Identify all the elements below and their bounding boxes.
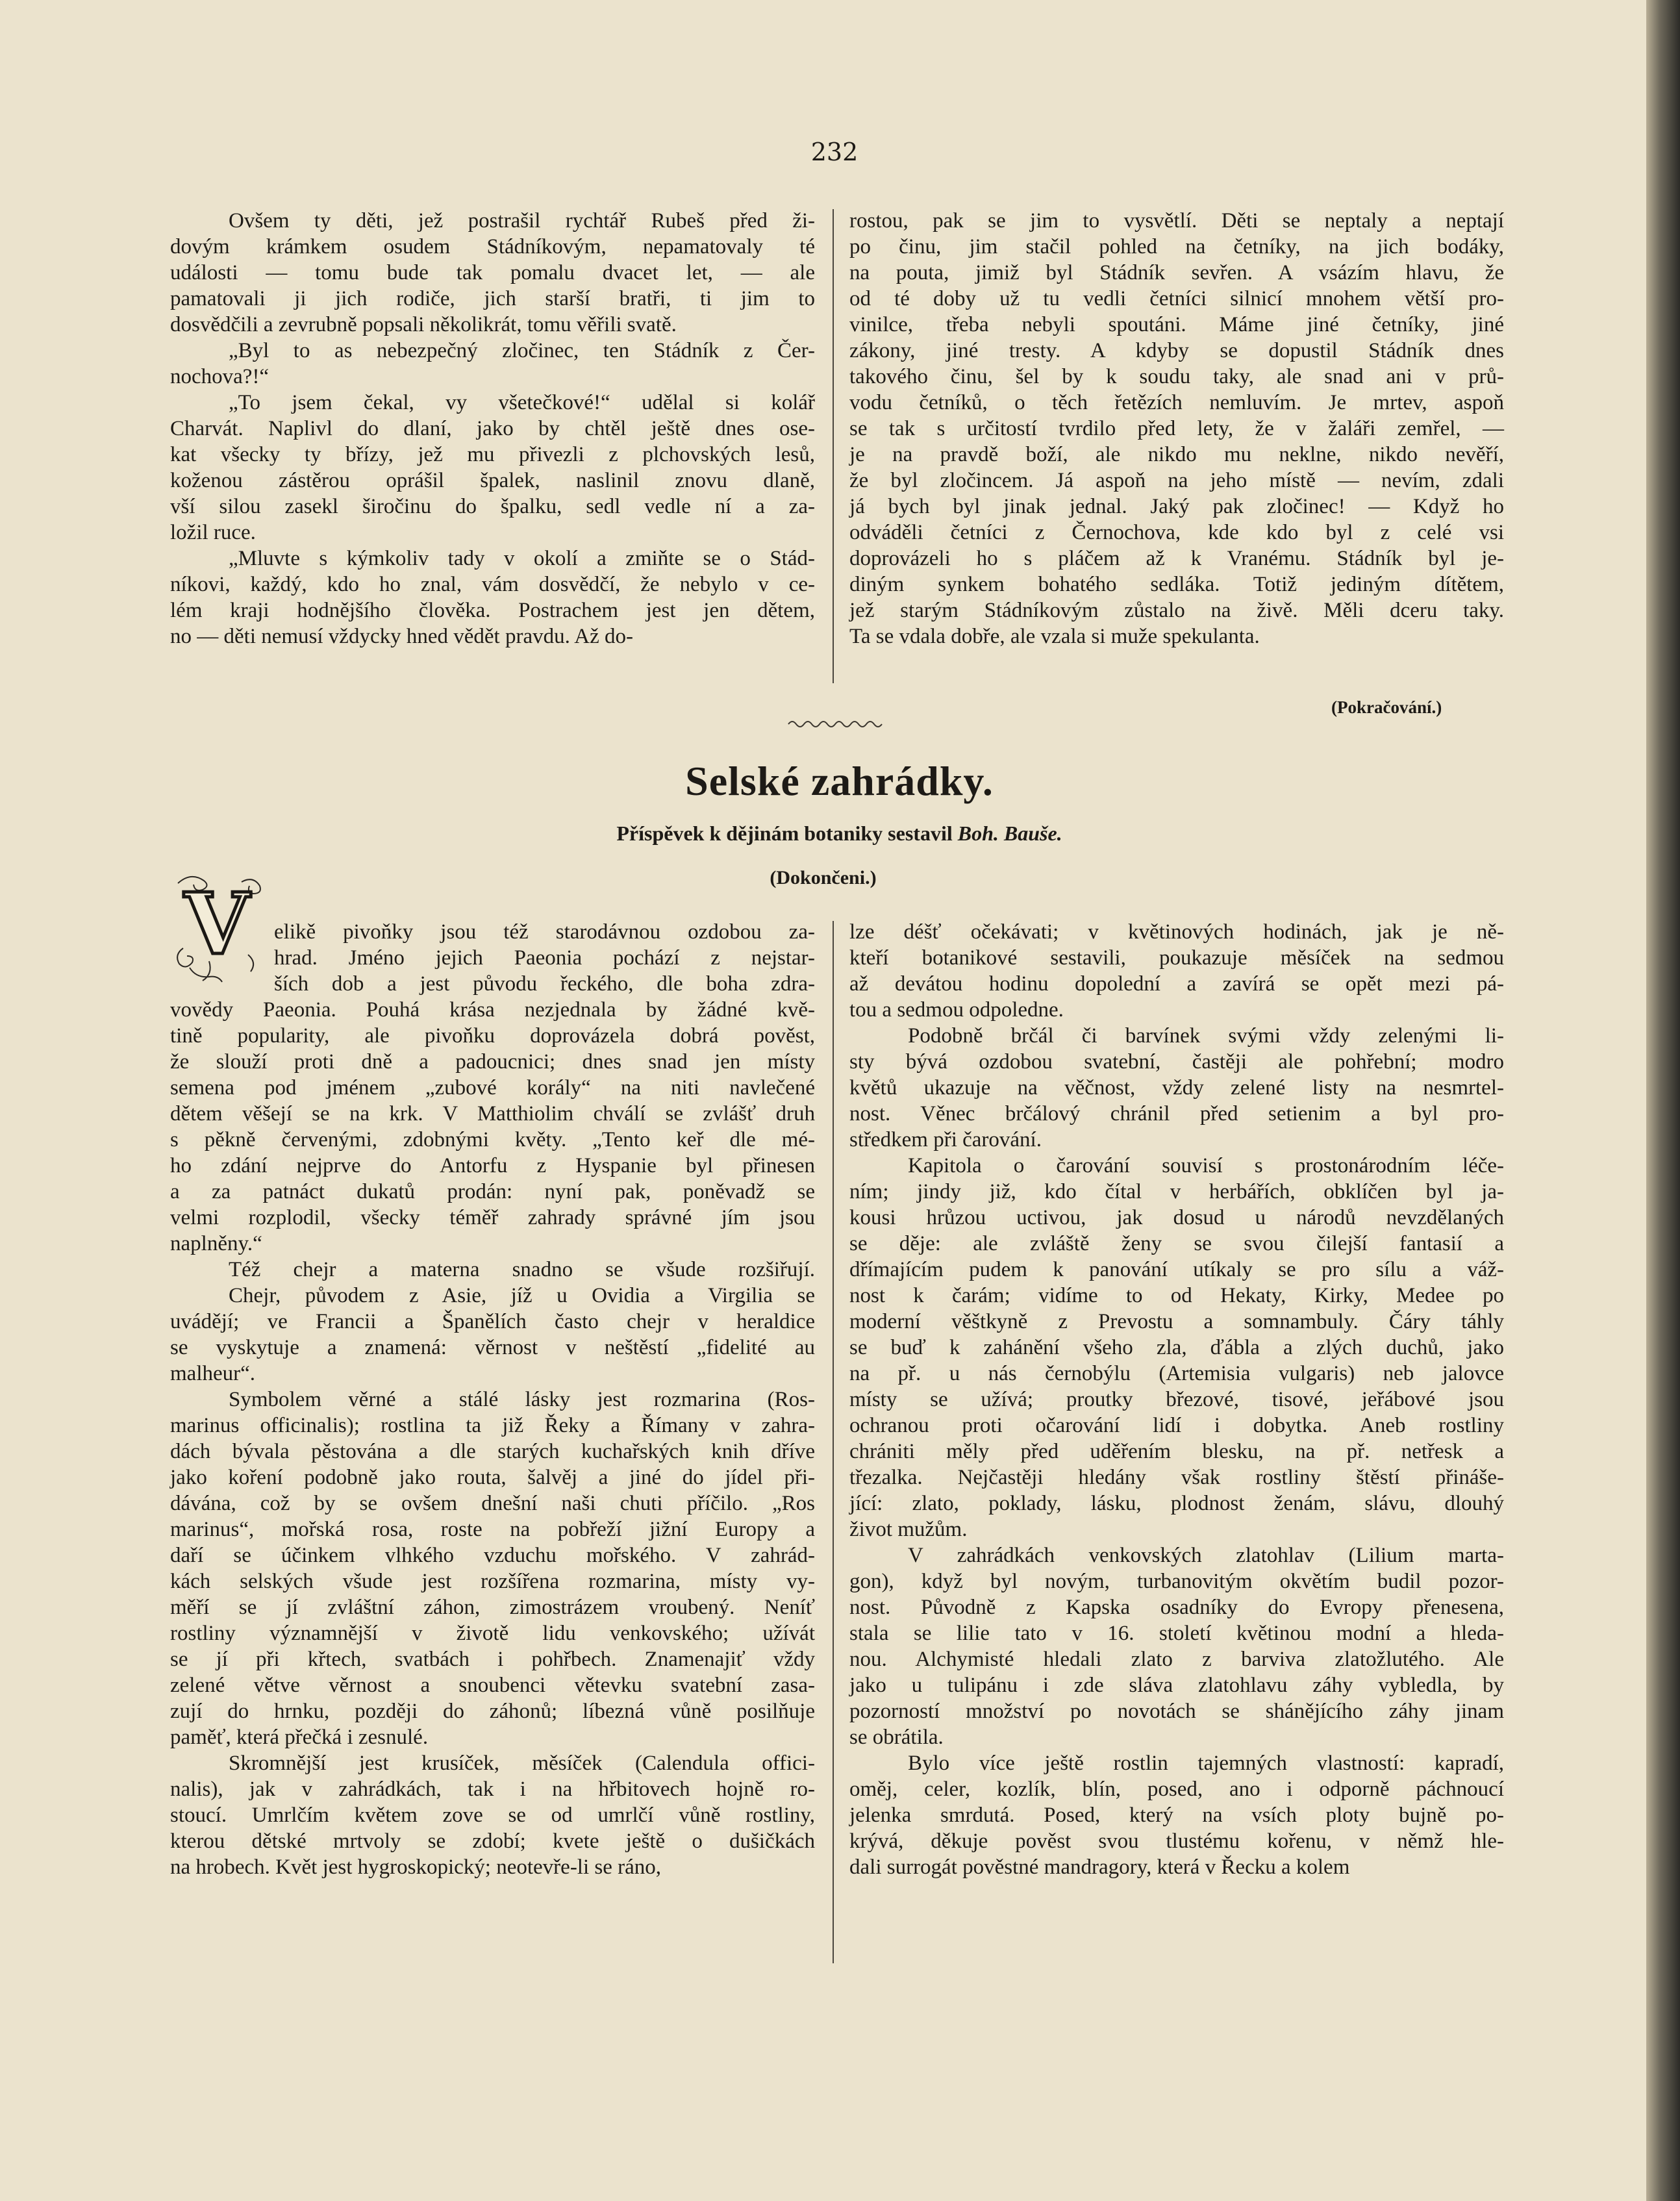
text-line: kteří botanikové sestavili, poukazuje měsíček na sedmou — [849, 946, 1504, 970]
text-line: od té doby už tu vedli četníci silnicí mnohem větší pro- — [849, 287, 1504, 310]
text-line: dosvědčili a zevrubně popsali několikrát, tomu věřili svatě. — [170, 313, 677, 336]
article-left-column — [170, 919, 815, 1880]
text-line: místy se užívá; proutky březové, tisové, jeřábové jsou — [849, 1388, 1504, 1411]
text-line: měří se jí zvláštní záhon, zimostrázem vroubený. Neníť — [170, 1596, 815, 1619]
text-line: Skromnější jest krusíček, měsíček (Calendula offici- — [229, 1752, 815, 1775]
text-line: zují do hrnku, později do záhonů; líbezná vůně posilňuje — [170, 1700, 815, 1723]
text-line: marinus officinalis); rostlina ta již Řeky a Římany v zahra- — [170, 1414, 815, 1437]
text-line: jež starým Stádníkovým zůstalo na živě. Měli dceru taky. — [849, 599, 1504, 622]
text-line: Též chejr a materna snadno se všude rozšiřují. — [229, 1258, 815, 1281]
text-line: naplněny.“ — [170, 1232, 262, 1255]
text-line: dětem věšejí se na krk. V Matthiolim chválí se zvlášť druh — [170, 1102, 815, 1126]
text-line: „To jsem čekal, vy všetečkové!“ udělal si kolář — [229, 391, 815, 414]
text-line: kterou dětské mrtvoly se zdobí; kvete ještě o dušičkách — [170, 1830, 815, 1853]
text-line: Ovšem ty děti, jež postrašil rychtář Rubeš před ži- — [229, 209, 815, 233]
text-line: dovým krámkem osudem Stádníkovým, nepamatovaly té — [170, 235, 815, 258]
text-line: Bylo více ještě rostlin tajemných vlastností: kapradí, — [908, 1752, 1504, 1775]
text-line: krývá, děkuje pověst svou tlustému kořenu, v němž hle- — [849, 1830, 1504, 1853]
text-line: se děje: ale zvláště ženy se svou čilejší fantasií a — [849, 1232, 1504, 1255]
text-line: daří se účinkem vlhkého vzduchu mořského. V zahrád- — [170, 1544, 815, 1567]
text-line: gon), když byl novým, turbanovitým okvětím budil pozor- — [849, 1570, 1504, 1593]
text-line: rostou, pak se jim to vysvětlí. Děti se neptaly a neptají — [849, 209, 1504, 233]
text-line: pamatovali ji jich rodiče, jich starší bratři, ti jim to — [170, 287, 815, 310]
text-line: stoucí. Umrlčím květem zove se od umrlčí vůně rostliny, — [170, 1804, 815, 1827]
text-line: nost. Věnec brčálový chránil před setienim a byl pro- — [849, 1102, 1504, 1126]
text-line: níkovi, každý, kdo ho znal, vám dosvědčí, že nebylo v ce- — [170, 573, 815, 596]
text-line: dách bývala pěstována a dle starých kuchařských knih dříve — [170, 1440, 815, 1463]
text-line: ložil ruce. — [170, 521, 256, 544]
text-line: já bych byl jinak jednal. Jaký pak zločinec! — Když ho — [849, 495, 1504, 518]
text-line: velmi rozplodil, všecky téměř zahrady správné jím jsou — [170, 1206, 815, 1229]
text-line: Podobně brčál či barvínek svými vždy zelenými li- — [908, 1024, 1504, 1048]
text-line: kousi hrůzou uctivou, jak dosud u národů nevzdělaných — [849, 1206, 1504, 1229]
text-line: zelené větve věrnost a snoubenci větevku svatební zasa- — [170, 1674, 815, 1697]
text-line: vší silou zasekl širočinu do špalku, sedl vedle ní a za- — [170, 495, 815, 518]
drop-cap-letter: V — [184, 874, 250, 974]
text-line: nochova?!“ — [170, 365, 270, 388]
text-line: no — děti nemusí vždycky hned vědět pravdu. Až do- — [170, 625, 633, 648]
text-line: Ta se vdala dobře, ale vzala si muže spekulanta. — [849, 625, 1260, 648]
text-line: zákony, jiné tresty. A kdyby se dopustil Stádník dnes — [849, 339, 1504, 362]
text-line: vovědy Paeonia. Pouhá krása nezjednala by žádné kvě- — [170, 998, 815, 1022]
text-line: se vyskytuje a znamená: věrnost v neštěstí „fidelité au — [170, 1336, 815, 1359]
text-line: moderní věštkyně z Prevostu a somnambuly. Čáry táhly — [849, 1310, 1504, 1333]
text-line: takového činu, šel by k soudu taky, ale snad ani v prů- — [849, 365, 1504, 388]
text-line: sty bývá ozdobou svatební, častěji ale pohřební; modro — [849, 1050, 1504, 1074]
text-line: se obrátila. — [849, 1726, 944, 1749]
text-line: nost. Původně z Kapska osadníky do Evropy přenesena, — [849, 1596, 1504, 1619]
text-line: paměť, která přečká i zesnulé. — [170, 1726, 429, 1749]
text-line: se buď k zahánění všeho zla, ďábla a zlých duchů, jako — [849, 1336, 1504, 1359]
text-line: jako koření podobně jako routa, šalvěj a jiné do jídel při- — [170, 1466, 815, 1489]
text-line: středkem při čarování. — [849, 1128, 1042, 1151]
text-line: tině popularity, ale pivoňku doprovázela dobrá pověst, — [170, 1024, 815, 1048]
article-right-column — [849, 919, 1504, 1880]
text-line: kách selských všude jest rozšířena rozmarina, místy vy- — [170, 1570, 815, 1593]
text-line: jelenka smrdutá. Posed, který na vsích ploty bujně po- — [849, 1804, 1504, 1827]
column-divider-article — [833, 921, 834, 1963]
text-line: oměj, celer, kozlík, blín, posed, ano i odporně páchnoucí — [849, 1778, 1504, 1801]
text-line: chrániti měly před uděřením blesku, na př. netřesk a — [849, 1440, 1504, 1463]
text-line: ochranou proti očarování lidí i dobytka. Aneb rostliny — [849, 1414, 1504, 1437]
text-line: že byl zločincem. Já aspoň na jeho místě — nevím, zdali — [849, 469, 1504, 492]
text-line: diným synkem bohatého sedláka. Totiž jediným dítětem, — [849, 573, 1504, 596]
text-line: semena pod jménem „zubové korály“ na niti navlečené — [170, 1076, 815, 1100]
text-line: lém kraji hodnějšího člověka. Postrachem jest jen dětem, — [170, 599, 815, 622]
text-line: elikě pivoňky jsou též starodávnou ozdobou za- — [274, 920, 815, 944]
article-author: Boh. Bauše. — [957, 822, 1062, 845]
text-line: koženou zástěrou oprášil špalek, naslinil znovu dlaně, — [170, 469, 815, 492]
text-line: marinus“, mořská rosa, roste na pobřeží jižní Europy a — [170, 1518, 815, 1541]
article-subtitle — [455, 822, 1224, 846]
text-line: až devátou hodinu dopolední a zavírá se opět mezi pá- — [849, 972, 1504, 996]
text-line: Chejr, původem z Asie, jíž u Ovidia a Virgilia se — [229, 1284, 815, 1307]
text-line: se tak s určitostí tvrdilo před lety, že v žaláři zemřel, — — [849, 417, 1504, 440]
text-line: s pěkně červenými, zdobnými květy. „Tento keř dle mé- — [170, 1128, 815, 1151]
text-line: nalis), jak v zahrádkách, tak i na hřbitovech hojně ro- — [170, 1778, 815, 1801]
subtitle-prefix: Příspěvek k dějinám botaniky sestavil — [616, 822, 953, 845]
text-line: odváděli četníci z Černochova, kde kdo byl z celé vsi — [849, 521, 1504, 544]
text-line: jako u tulipánu i zde sláva zlatohlavu záhy vybledla, by — [849, 1674, 1504, 1697]
text-line: květů ukazuje na věčnost, vždy zelené listy na nesmrtel- — [849, 1076, 1504, 1100]
text-line: nost k čarám; vidíme to od Hekaty, Kirky, Medee po — [849, 1284, 1504, 1307]
text-line: se jí při křtech, svatbách i pohřbech. Znamenajiť vždy — [170, 1648, 815, 1671]
text-line: V zahrádkách venkovských zlatohlav (Lilium marta- — [908, 1544, 1504, 1567]
story-left-column — [170, 208, 815, 649]
text-line: rostliny významnější v životě lidu venkovského; užívát — [170, 1622, 815, 1645]
text-line: dřímajícím pudem k panování utíkaly se pro sílu a váž- — [849, 1258, 1504, 1281]
text-line: jící: zlato, poklady, lásku, plodnost ženám, slávu, dlouhý — [849, 1492, 1504, 1515]
text-line: stala se lilie tato v 16. století květinou modní a hleda- — [849, 1622, 1504, 1645]
continuation-note: (Pokračování.) — [1331, 698, 1442, 717]
text-line: na hrobech. Květ jest hygroskopický; neotevře-li se ráno, — [170, 1855, 662, 1879]
article-title: Selské zahrádky. — [685, 758, 994, 804]
text-line: „Byl to as nebezpečný zločinec, ten Stádník z Čer- — [229, 339, 815, 362]
text-line: na př. u nás černobýlu (Artemisia vulgaris) neb jalovce — [849, 1362, 1504, 1385]
text-line: vinilce, třeba nebyli spoutáni. Máme jiné četníky, jiné — [849, 313, 1504, 336]
text-line: události — tomu bude tak pomalu dvacet let, — ale — [170, 261, 815, 284]
text-line: uvádějí; ve Francii a Španělích často chejr v heraldice — [170, 1310, 815, 1333]
concluded-note: (Dokončeni.) — [770, 867, 877, 888]
text-line: Charvát. Naplivl do dlaní, jako by chtěl ještě dnes osе- — [170, 417, 815, 440]
text-line: Symbolem věrné a stálé lásky jest rozmarina (Ros- — [229, 1388, 815, 1411]
text-line: třezalka. Nejčastěji hledány však rostliny štěstí přináše- — [849, 1466, 1504, 1489]
text-line: ho zdání nejprve do Antorfu z Hyspanie byl přinesen — [170, 1154, 815, 1177]
text-line: na pouta, jimiž byl Stádník sevřen. A vsázím hlavu, že — [849, 261, 1504, 284]
text-line: hrad. Jméno jejich Paeonia pochází z nejstar- — [274, 946, 815, 970]
text-line: je na pravdě boží, ale nikdo mu neklne, nikdo nevěří, — [849, 443, 1504, 466]
page-binding-edge — [1646, 0, 1680, 2201]
text-line: doprovázeli ho s pláčem až k Vranému. Stádník byl je- — [849, 547, 1504, 570]
text-line: ním; jindy již, kdo čítal v herbářích, obklíčen byl ja- — [849, 1180, 1504, 1203]
text-line: že slouží proti dně a padoucnici; dnes snad jen místy — [170, 1050, 815, 1074]
story-right-column — [849, 208, 1504, 649]
text-line: dávána, což by se ovšem dnešní naši chuti příčilo. „Ros — [170, 1492, 815, 1515]
text-line: vodu četníků, o těch řetězích nemluvím. Je mrtev, aspoň — [849, 391, 1504, 414]
text-line: tou a sedmou odpoledne. — [849, 998, 1064, 1022]
text-line: malheur“. — [170, 1362, 256, 1385]
text-line: lze déšť očekávati; v květinových hodinách, jak je ně- — [849, 920, 1504, 944]
text-line: Kapitola o čarování souvisí s prostonárodním léče- — [908, 1154, 1504, 1177]
column-divider-top — [833, 209, 834, 683]
section-separator-ornament — [787, 718, 884, 731]
text-line: „Mluvte s kýmkoliv tady v okolí a zmiňte se o Stád- — [229, 547, 815, 570]
text-line: po činu, jim stačil pohled na četníky, na jich bodáky, — [849, 235, 1504, 258]
text-line: kat všecky ty břízy, jež mu přivezli z plchovských lesů, — [170, 443, 815, 466]
text-line: ších dob a jest původu řeckého, dle boha zdra- — [274, 972, 815, 996]
text-line: pozorností množství po novotách se shánějícího záhy jinam — [849, 1700, 1504, 1723]
text-line: život mužům. — [849, 1518, 968, 1541]
text-line: a za patnáct dukatů prodán: nyní pak, poněvadž se — [170, 1180, 815, 1203]
text-line: nou. Alchymisté hledali zlato z barviva zlatožlutého. Ale — [849, 1648, 1504, 1671]
text-line: dali surrogát pověstné mandragory, která v Řecku a kolem — [849, 1855, 1350, 1879]
page-number: 232 — [810, 138, 859, 166]
